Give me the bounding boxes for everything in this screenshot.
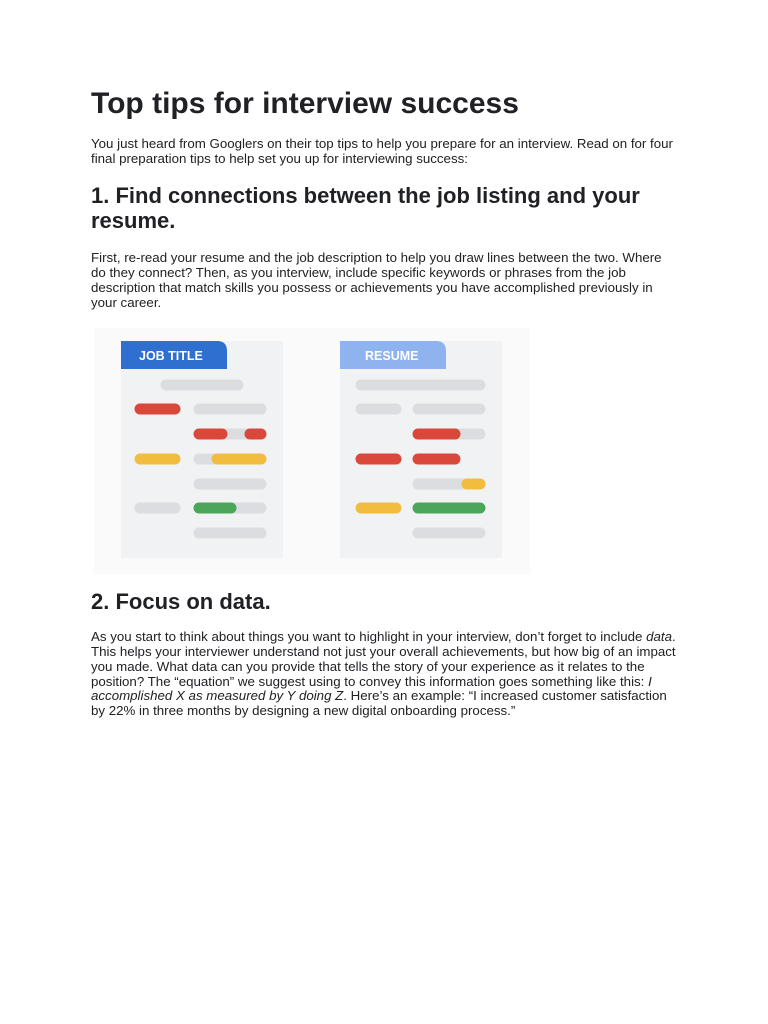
job-title-bars: [140, 385, 261, 533]
resume-card-panel: [340, 341, 502, 558]
illustration-svg: [94, 328, 530, 574]
section-2-body: [91, 630, 677, 719]
intro-paragraph: You just heard from Googlers on their top tips to help you prepare for an interview. Read on for four final preparation tips to help set you up for interviewing success:: [91, 136, 673, 166]
job-title-card-panel: [121, 341, 283, 558]
section-1-body: First, re-read your resume and the job description to help you draw lines between the two. Where do they connect? Then, as you interview, include specific keywords or phrases from the job description that match skills you possess or achievements you have accomplished previously in your career.: [91, 250, 662, 310]
section-1-heading: 1. Find connections between the job listing and your resume.: [91, 183, 640, 233]
section-2-text: . This helps your interviewer understand not just your overall achievements, but how big of an impact you made. What data can you provide that tells the story of your experience as it relates to the position? The “equation” we suggest using to convey this information goes something like this:: [91, 629, 676, 689]
section-2-text: . Here’s an example: “I increased customer satisfaction by 22% in three months by designing a new digital onboarding process.”: [91, 688, 667, 719]
section-2-heading: 2. Focus on data.: [91, 589, 271, 614]
page-title: Top tips for interview success: [91, 87, 519, 120]
section-2-equation: I accomplished X as measured by Y doing Z: [91, 673, 652, 704]
section-2-text: As you start to think about things you want to highlight in your interview, don’t forget to include: [91, 629, 647, 644]
job-title-label: JOB TITLE: [139, 349, 203, 363]
section-2-emphasis-data: data: [646, 629, 672, 644]
job-resume-illustration: [94, 328, 530, 574]
resume-card: [340, 341, 502, 558]
resume-label: RESUME: [365, 349, 419, 363]
job-title-card: [121, 341, 283, 558]
